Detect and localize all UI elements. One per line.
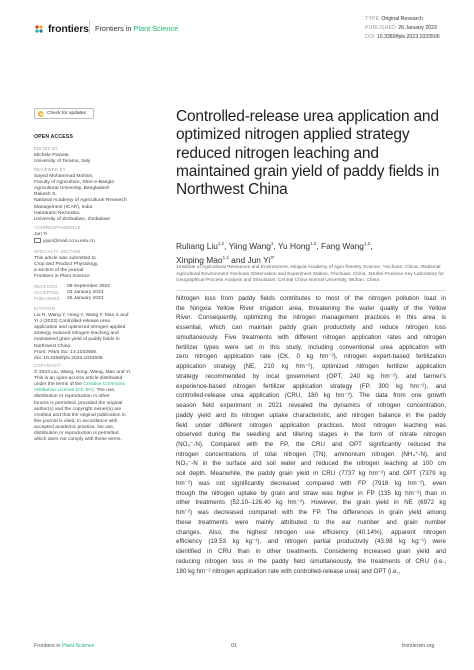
footer-prefix: Frontiers in	[34, 643, 62, 649]
reviewed-by-label: REVIEWED BY	[34, 167, 66, 172]
copyright-line: distribution or reproduction in other	[34, 394, 110, 400]
copyright-text: under the terms of the	[34, 382, 84, 388]
reviewer-line: Faculty of Agriculture, Sher-e-Bangla	[34, 179, 114, 185]
citation-line: application and optimized nitrogen applied	[34, 325, 126, 331]
reviewer-line: National Academy of Agricultural Research	[34, 198, 127, 204]
footer-journal[interactable]	[34, 643, 94, 649]
accepted-label: ACCEPTED	[34, 290, 59, 296]
abstract-line: efficiency (19.53 kg kg⁻¹), and nitrogen partial productivity (43.98 kg kg⁻¹) were	[176, 538, 446, 546]
citation-doi[interactable]: doi: 10.3389/fpls.2023.1033506	[34, 355, 103, 361]
journal-title: Plant Science	[133, 24, 179, 33]
abstract-line: simultaneously. Five treatments with different nitrogen application rates and nitrogen	[176, 333, 446, 341]
abstract-line: zero nitrogen application rate (CK, 0 kg hm⁻²), nitrogen expert-based fertilization	[176, 353, 446, 361]
article-dates	[34, 284, 149, 302]
copyright-line: accepted academic practice. No use,	[34, 425, 115, 431]
license-link-cont[interactable]: Attribution License (CC BY).	[34, 388, 96, 394]
article-title: Controlled-release urea application and optimized nitrogen applied strategy reduced nitrogen leaching and maintained grain yield of paddy fields in Northwest China	[176, 108, 440, 199]
specialty-section	[34, 249, 149, 280]
correspondence-name: Jun Yi	[34, 231, 48, 237]
copyright-line: author(s) and the copyright owner(s) are	[34, 406, 122, 412]
authors	[176, 238, 446, 266]
correspondence-label: *CORRESPONDENCE	[34, 225, 81, 230]
copyright-line: © 2023 Liu, Wang, Hong, Wang, Mao and Yi.	[34, 369, 132, 375]
citation-line: strategy reduced nitrogen leaching and	[34, 331, 119, 337]
brand-name: frontiers	[48, 23, 89, 35]
received-label: RECEIVED	[34, 284, 58, 289]
frontiers-logo-icon	[34, 24, 44, 34]
published-label: PUBLISHED	[34, 296, 60, 302]
abstract-line: essential, which can maintain paddy grain productivity and reduce nitrogen loss	[176, 324, 446, 332]
copyright-line: which does not comply with these terms.	[34, 437, 122, 443]
published-value: 26 January 2023	[67, 296, 104, 302]
meta-type-label: TYPE	[365, 16, 380, 22]
section-line: Frontiers in Plant Science	[34, 274, 90, 280]
meta-type-value: Original Research	[381, 16, 423, 22]
meta-published-label: PUBLISHED	[365, 25, 397, 31]
abstract-line: though the nitrogen uptake by grain and straw was higher in FP (135 kg hm⁻²) than in	[176, 489, 446, 497]
date-published	[34, 296, 149, 302]
abstract-line: Nitrogen loss from paddy fields contributes to most of the nitrogen pollution load in	[176, 295, 446, 302]
received-value: 08 September 2022	[67, 284, 110, 289]
abstract-line: reducing nitrogen loss in the paddy field simultaneously, the treatments of CRU (i.e.,	[176, 557, 446, 565]
reviewer-line: Rakesh S,	[34, 192, 57, 198]
abstract-line: controlled-release urea application (CRU, 180 kg hm⁻²). The data from one growth	[176, 392, 446, 400]
editor-name: Michele Pisante,	[34, 152, 70, 158]
edited-by-label: EDITED BY	[34, 146, 59, 151]
check-updates-button[interactable]	[34, 108, 94, 119]
reviewed-by	[34, 167, 149, 223]
abstract-line: experience-based nitrogen fertilizer application strategy (FP, 300 kg hm⁻²), and	[176, 382, 446, 390]
abstract-line: NO₃⁻-N in the surface and soil water and reduced the nitrogen leaching at 100 cm	[176, 460, 446, 468]
reviewer-line: University of Zimbabwe, Zimbabwe	[34, 216, 111, 222]
citation-line: Northwest China.	[34, 343, 72, 349]
check-updates-icon	[38, 111, 44, 117]
citation-line: Yi J (2023) Controlled-release urea	[34, 318, 110, 324]
citation-label: CITATION	[34, 306, 55, 311]
specialty-section-label: SPECIALTY SECTION	[34, 249, 81, 254]
copyright-label: COPYRIGHT	[34, 363, 62, 368]
journal-prefix: Frontiers in	[95, 24, 134, 33]
copyright	[34, 363, 149, 444]
abstract-line: strategy recommended by local government (OPT, 240 kg hm⁻²), and farmer's	[176, 372, 446, 380]
abstract-line: season field experiment in 2021 revealed the dynamics of nitrogen concentration,	[176, 402, 446, 410]
footer-site[interactable]: frontiersin.org	[402, 643, 435, 649]
open-access	[34, 134, 149, 140]
copyright-line: forums is permitted, provided the original	[34, 400, 123, 406]
reviewer-line: Sayed Mohammad Mohsin,	[34, 173, 94, 179]
abstract-line: paddy yield and its nitrogen uptake characteristic, and nitrogen balance in the paddy	[176, 411, 446, 419]
check-updates-label: Check for updates	[47, 111, 86, 116]
authors-line-1: Ruliang Liu$^{1,2}$, Yiing Wang$^1$, Yu Hong$^{1,2}$, Fang Wang$^{1,2}$,	[176, 240, 373, 251]
article-meta	[365, 15, 440, 42]
meta-type	[365, 15, 440, 24]
header-divider	[89, 20, 90, 34]
copyright-text: The use,	[95, 388, 116, 394]
affiliations: 1Institute of Agricultural Resources and Environment, Ningxia Academy of Agro-forestry Science, Yinchuan, China, 2National Agricultural Environment Yinchuan Observation and Experiment Station, Yinchuan, China, 3Hubei Province Key Laboratory for Geographical Process Analysis and Simulation, Central China Normal University, Wuhan, China	[176, 265, 444, 284]
copyright-line: credited and that the original publication in	[34, 412, 126, 418]
abstract-line: 180 kg hm⁻² nitrogen application rate with controlled-release urea) and OPT (i.e.,	[176, 567, 401, 575]
section-line: a section of the journal	[34, 268, 84, 274]
abstract-line: (NO₃⁻-N). Compared with the FP, the CRU and OPT significantly reduced the	[176, 441, 446, 449]
section-line: Crop and Product Physiology,	[34, 261, 99, 267]
abstract-line: hm⁻²) was not significantly decreased compared with FP (7918 kg hm⁻²), even	[176, 479, 446, 487]
correspondence	[34, 225, 149, 245]
accepted-value: 03 January 2023	[67, 290, 104, 296]
abstract-line: other treatments (52.10–126.40 kg hm⁻²). However, the grain yield in NE (6972 kg	[176, 499, 446, 507]
page-number: 01	[231, 643, 237, 649]
citation-line: Liu R, Wang Y, Hong Y, Wang F, Mao X and	[34, 312, 129, 318]
citation-line: maintained grain yield of paddy fields in	[34, 337, 120, 343]
reviewer-line: Agricultural University, Bangladesh	[34, 186, 110, 192]
citation	[34, 306, 149, 362]
meta-published	[365, 24, 440, 33]
reviewer-line: Management (ICAR), India	[34, 204, 93, 210]
abstract-line: observed during the seedling and tillering stages in the form of nitrate nitrogen	[176, 431, 446, 439]
brand[interactable]	[34, 23, 89, 35]
editor-affiliation: University of Teramo, Italy	[34, 158, 91, 164]
journal-name[interactable]	[95, 24, 178, 33]
divider	[176, 290, 446, 291]
abstract-line: field under different nitrogen application practices. Most nitrogen leaching was	[176, 421, 446, 429]
copyright-line: This is an open-access article distributed	[34, 375, 123, 381]
correspondence-email-row[interactable]	[34, 238, 149, 245]
citation-line: Front. Plant Sci. 14:1033506.	[34, 349, 98, 355]
open-access-label: OPEN ACCESS	[34, 134, 74, 140]
footer-journal-name: Plant Science	[61, 643, 95, 649]
abstract-line: these treatments were mainly attributed to the ear number and grain number	[176, 518, 446, 526]
correspondence-email[interactable]: yijun@mail.ccnu.edu.cn	[43, 238, 95, 244]
abstract-line: application strategy (NE, 210 kg hm⁻²), optimized nitrogen fertilizer application	[176, 363, 446, 371]
copyright-line: distribution or reproduction is permitted	[34, 431, 119, 437]
meta-doi	[365, 33, 440, 42]
abstract-line: nitrogen concentrations of total nitrogen (TN), ammonium nitrogen (NH₄⁺-N), and	[176, 450, 446, 458]
license-link[interactable]: Creative Commons	[83, 382, 126, 388]
reviewer-line: Hatirarami Nezomba,	[34, 210, 81, 216]
meta-doi-label: DOI	[365, 34, 375, 40]
abstract-line: River. Consequently, optimizing the nitrogen management practices in this area is	[176, 314, 446, 322]
meta-doi-value[interactable]: 10.3389/fpls.2023.1033506	[376, 34, 440, 40]
abstract-line: changes. Also, the highest nitrogen use efficiency (40.14%), apparent nitrogen	[176, 528, 446, 536]
abstract-line: identified in CRU than in other treatments. Considering increased grain yield and	[176, 548, 446, 556]
edited-by	[34, 146, 149, 165]
abstract-line: fertilizer types were set in this study, including conventional urea application with	[176, 343, 446, 351]
abstract-line: hm⁻²) was decreased compared with the FP. The differences in grain yield among	[176, 509, 446, 517]
section-line: This article was submitted to	[34, 255, 96, 261]
mail-icon	[34, 238, 41, 244]
copyright-line: this journal is cited, in accordance with	[34, 419, 118, 424]
abstract-line: soil depth. Meanwhile, the paddy grain yield in CRU (7737 kg hm⁻²) and OPT (7379 kg	[176, 470, 446, 478]
abstract	[176, 294, 446, 576]
abstract-line: the Ningxia Yellow River irrigation area, threatening the water quality of the Yellow	[176, 304, 446, 312]
meta-published-value: 26 January 2023	[398, 25, 437, 31]
authors-line-2: Xinping Mao$^{1,2}$ and Jun $Yi^{3*}$	[176, 255, 275, 265]
